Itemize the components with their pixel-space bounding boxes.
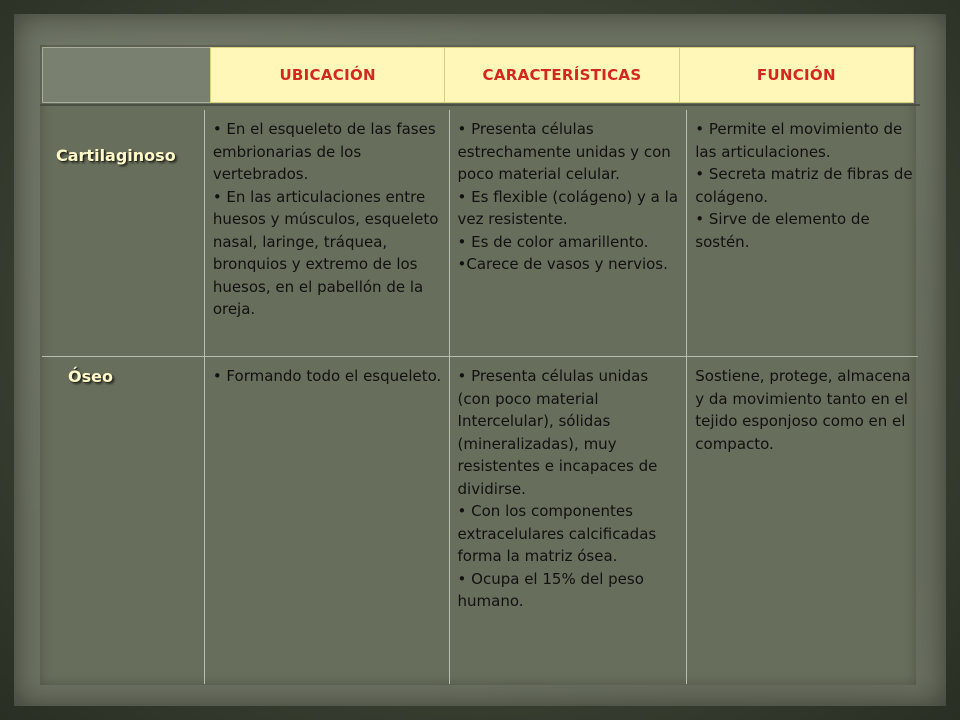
header-divider (40, 104, 920, 106)
list-item: • Con los componentes extracelulares calcificadas forma la matriz ósea. (457, 502, 657, 565)
list-item: • Sirve de elemento de sostén. (695, 210, 870, 251)
list-item: • Presenta células estrechamente unidas y con poco material celular. (457, 120, 671, 183)
list-item: • Ocupa el 15% del peso humano. (457, 569, 644, 610)
table-row-cartilaginoso (42, 110, 918, 357)
list-item: • Presenta células unidas (con poco material Intercelular), sólidas (mineralizadas), muy resistentes e incapaces de dividirse. (457, 367, 658, 498)
cell-caracteristicas (450, 110, 688, 356)
cell-caracteristicas (450, 357, 688, 684)
list-item: •Carece de vasos y nervios. (457, 255, 668, 273)
list-item: • En las articulaciones entre huesos y músculos, esqueleto nasal, laringe, tráquea, bronquios y extremo de los huesos, en el pabellón de la oreja. (212, 187, 439, 318)
list-item: • Permite el movimiento de las articulaciones. (695, 120, 903, 161)
list-item: • Formando todo el esqueleto. (212, 367, 442, 385)
cell-funcion (687, 357, 918, 684)
row-label-cell (42, 110, 205, 356)
row-label-cell (42, 357, 205, 684)
list-item: • Es flexible (colágeno) y a la vez resistente. (457, 187, 679, 228)
table-header-row (210, 47, 914, 103)
header-ubicacion: UBICACIÓN (211, 48, 445, 102)
cell-ubicacion (205, 357, 450, 684)
tissue-table (42, 110, 918, 684)
list-item: Sostiene, protege, almacena y da movimiento tanto en el tejido esponjoso como en el compacto. (695, 367, 911, 453)
row-label-oseo: Óseo (68, 367, 113, 386)
header-corner-cell (42, 47, 212, 103)
header-funcion: FUNCIÓN (756, 66, 836, 84)
list-item: • Es de color amarillento. (457, 232, 649, 251)
header-caracteristicas: CARACTERÍSTICAS (445, 48, 679, 102)
row-label-cartilaginoso: Cartilaginoso (56, 146, 176, 165)
table-row-oseo (42, 357, 918, 684)
list-item: • Secreta matriz de fibras de colágeno. (695, 165, 913, 206)
cell-funcion (687, 110, 918, 356)
cell-ubicacion (205, 110, 450, 356)
list-item: • En el esqueleto de las fases embrionarias de los vertebrados. (212, 120, 436, 183)
